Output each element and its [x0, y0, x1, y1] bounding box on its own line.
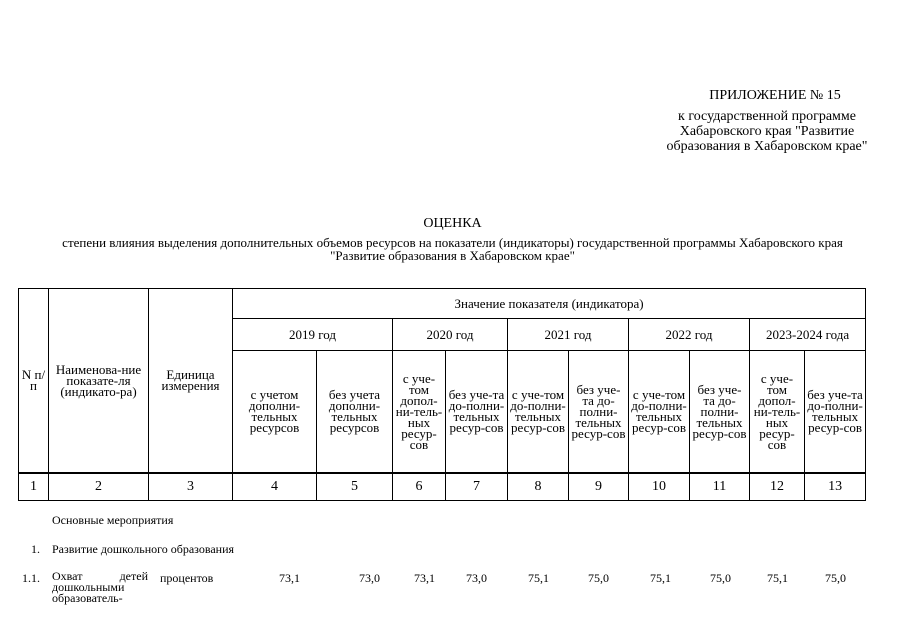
appendix-text: к государственной программе Хабаровского края "Развитие образования в Хабаровском крае": [666, 109, 868, 154]
column-number: 10: [629, 473, 690, 501]
header-year: 2022 год: [629, 319, 750, 351]
row-value: 75,0: [710, 571, 731, 585]
section-heading: Основные мероприятия: [52, 513, 174, 527]
column-number: 2: [49, 473, 149, 501]
column-number: 8: [508, 473, 569, 501]
appendix-block: [600, 88, 890, 154]
column-number: 12: [750, 473, 805, 501]
header-sub: без уче-та до-полни-тельных ресур-сов: [690, 351, 750, 473]
column-number: 6: [393, 473, 446, 501]
header-year: 2020 год: [393, 319, 508, 351]
item-title: Развитие дошкольного образования: [52, 542, 235, 556]
row-value: 75,1: [650, 571, 671, 585]
header-sub: без уче-та до-полни-тельных ресур-сов: [446, 351, 508, 473]
row-value: 73,1: [414, 571, 435, 585]
column-number: 13: [805, 473, 866, 501]
column-number: 7: [446, 473, 508, 501]
column-number: 1: [19, 473, 49, 501]
header-sub: без уче-та до-полни-тельных ресур-сов: [805, 351, 866, 473]
header-sub: с уче-том до-полни-тельных ресур-сов: [629, 351, 690, 473]
row-unit: процентов: [160, 571, 214, 585]
header-year: 2019 год: [233, 319, 393, 351]
document-title: ОЦЕНКА: [423, 216, 482, 231]
row-indicator-name: Охват детей дошкольными образователь-: [52, 569, 148, 605]
row-value: 75,0: [825, 571, 846, 585]
appendix-number: ПРИЛОЖЕНИЕ № 15: [709, 88, 841, 103]
header-group-value: Значение показателя (индикатора): [233, 289, 866, 319]
header-col-no: N п/п: [19, 289, 49, 473]
header-year: 2023-2024 года: [750, 319, 866, 351]
header-sub: с уче-том допол-ни-тель-ных ресур-сов: [393, 351, 446, 473]
document-subtitle: степени влияния выделения дополнительных объемов ресурсов на показатели (индикаторы) государственной программы Хабаровского края "Развитие образования в Хабаровском крае": [62, 235, 843, 263]
header-sub: с уче-том допол-ни-тель-ных ресур-сов: [750, 351, 805, 473]
row-value: 73,0: [359, 571, 380, 585]
row-number: 1.1.: [22, 571, 40, 585]
header-col-unit: Единица измерения: [149, 289, 233, 473]
row-value: 75,0: [588, 571, 609, 585]
header-col-name: Наименова-ние показате-ля (индикато-ра): [49, 289, 149, 473]
header-year: 2021 год: [508, 319, 629, 351]
row-value: 73,1: [279, 571, 300, 585]
indicator-table: [18, 288, 866, 501]
row-value: 73,0: [466, 571, 487, 585]
header-sub: без учета дополни-тельных ресурсов: [317, 351, 393, 473]
column-number: 4: [233, 473, 317, 501]
item-number: 1.: [31, 542, 40, 556]
column-number: 11: [690, 473, 750, 501]
column-number: 5: [317, 473, 393, 501]
row-value: 75,1: [767, 571, 788, 585]
column-number: 9: [569, 473, 629, 501]
header-sub: без уче-та до-полни-тельных ресур-сов: [569, 351, 629, 473]
header-sub: с уче-том до-полни-тельных ресур-сов: [508, 351, 569, 473]
column-number: 3: [149, 473, 233, 501]
row-value: 75,1: [528, 571, 549, 585]
header-sub: с учетом дополни-тельных ресурсов: [233, 351, 317, 473]
